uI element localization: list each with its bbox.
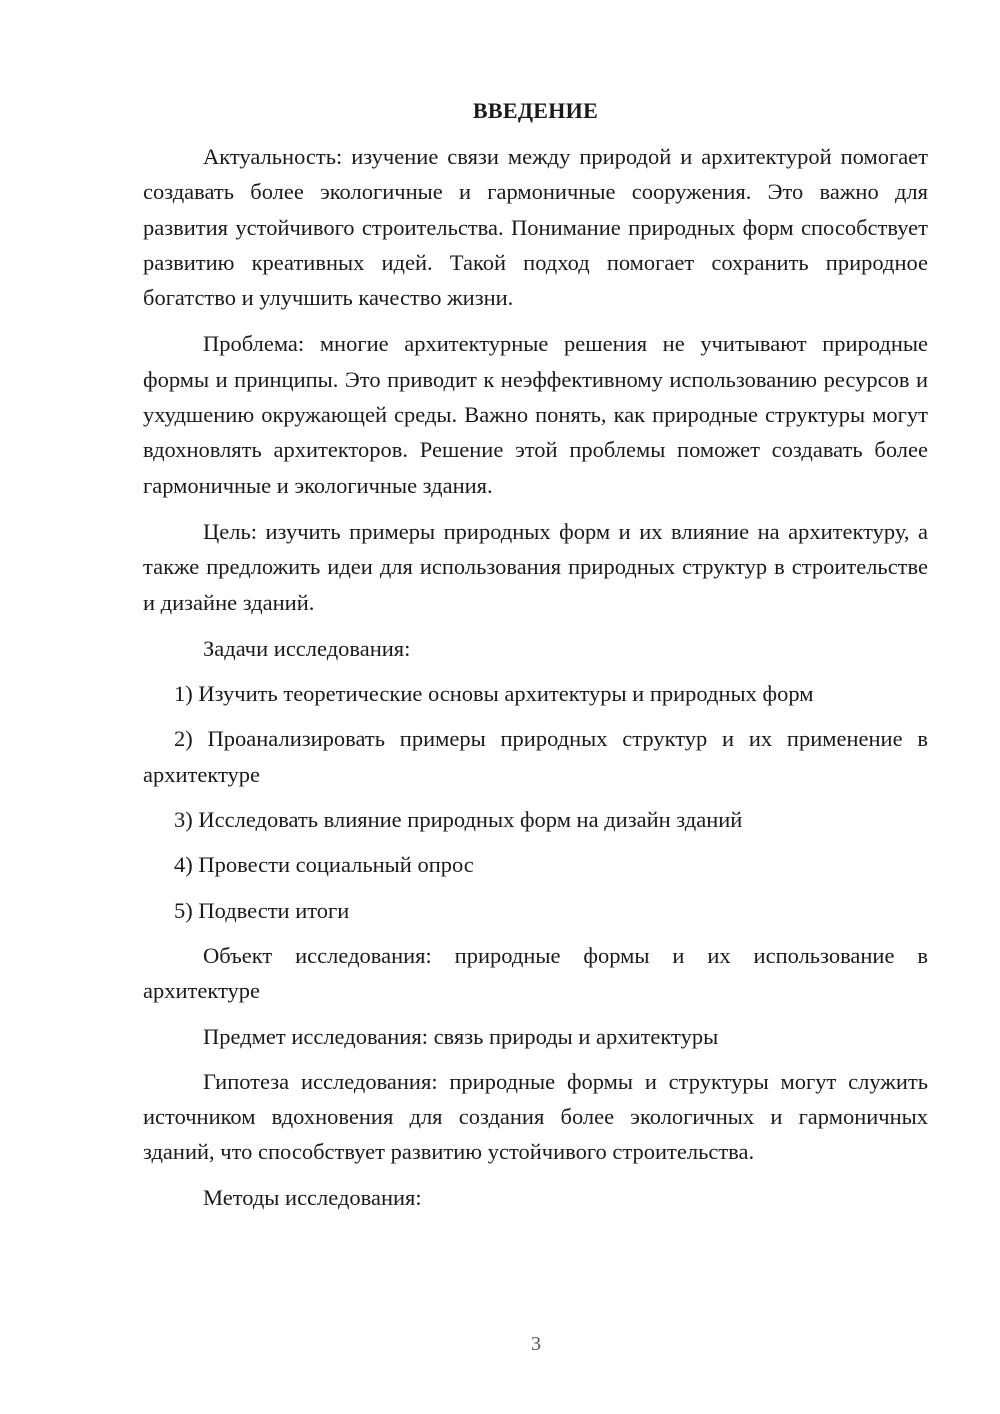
subject-paragraph: Предмет исследования: связь природы и архитектуры bbox=[203, 1023, 719, 1049]
section-heading: ВВЕДЕНИЕ bbox=[472, 98, 599, 123]
page-number: 3 bbox=[531, 1333, 541, 1355]
task-item-3: 3) Исследовать влияние природных форм на дизайн зданий bbox=[174, 807, 743, 833]
methods-heading: Методы исследования: bbox=[203, 1184, 422, 1210]
object-paragraph: Объект исследования: природные формы и их использование в архитектуре bbox=[143, 942, 928, 1004]
task-item-4: 4) Провести социальный опрос bbox=[174, 852, 474, 878]
tasks-heading: Задачи исследования: bbox=[203, 635, 411, 661]
goal-paragraph: Цель: изучить примеры природных форм и их влияние на архитектуру, а также предложить идеи для использования природных структур в строительстве и дизайне зданий. bbox=[143, 518, 928, 615]
hypothesis-paragraph: Гипотеза исследования: природные формы и структуры могут служить источником вдохновения для создания более экологичных и гармоничных зданий, что способствует развитию устойчивого строительства. bbox=[143, 1068, 928, 1165]
page-content bbox=[143, 95, 928, 1215]
task-item-5: 5) Подвести итоги bbox=[174, 897, 350, 923]
task-item-1: 1) Изучить теоретические основы архитектуры и природных форм bbox=[174, 681, 814, 707]
problem-paragraph: Проблема: многие архитектурные решения не учитывают природные формы и принципы. Это приводит к неэффективному использованию ресурсов и ухудшению окружающей среды. Важно понять, как природные структуры могут вдохновлять архитекторов. Решение этой проблемы поможет создавать более гармоничные и экологичные здания. bbox=[143, 331, 928, 498]
task-item-2: 2) Проанализировать примеры природных структур и их применение в архитектуре bbox=[143, 726, 928, 787]
relevance-paragraph: Актуальность: изучение связи между природой и архитектурой помогает создавать более экологичные и гармоничные сооружения. Это важно для развития устойчивого строительства. Понимание природных форм способствует развитию креативных идей. Такой подход помогает сохранить природное богатство и улучшить качество жизни. bbox=[143, 144, 928, 311]
